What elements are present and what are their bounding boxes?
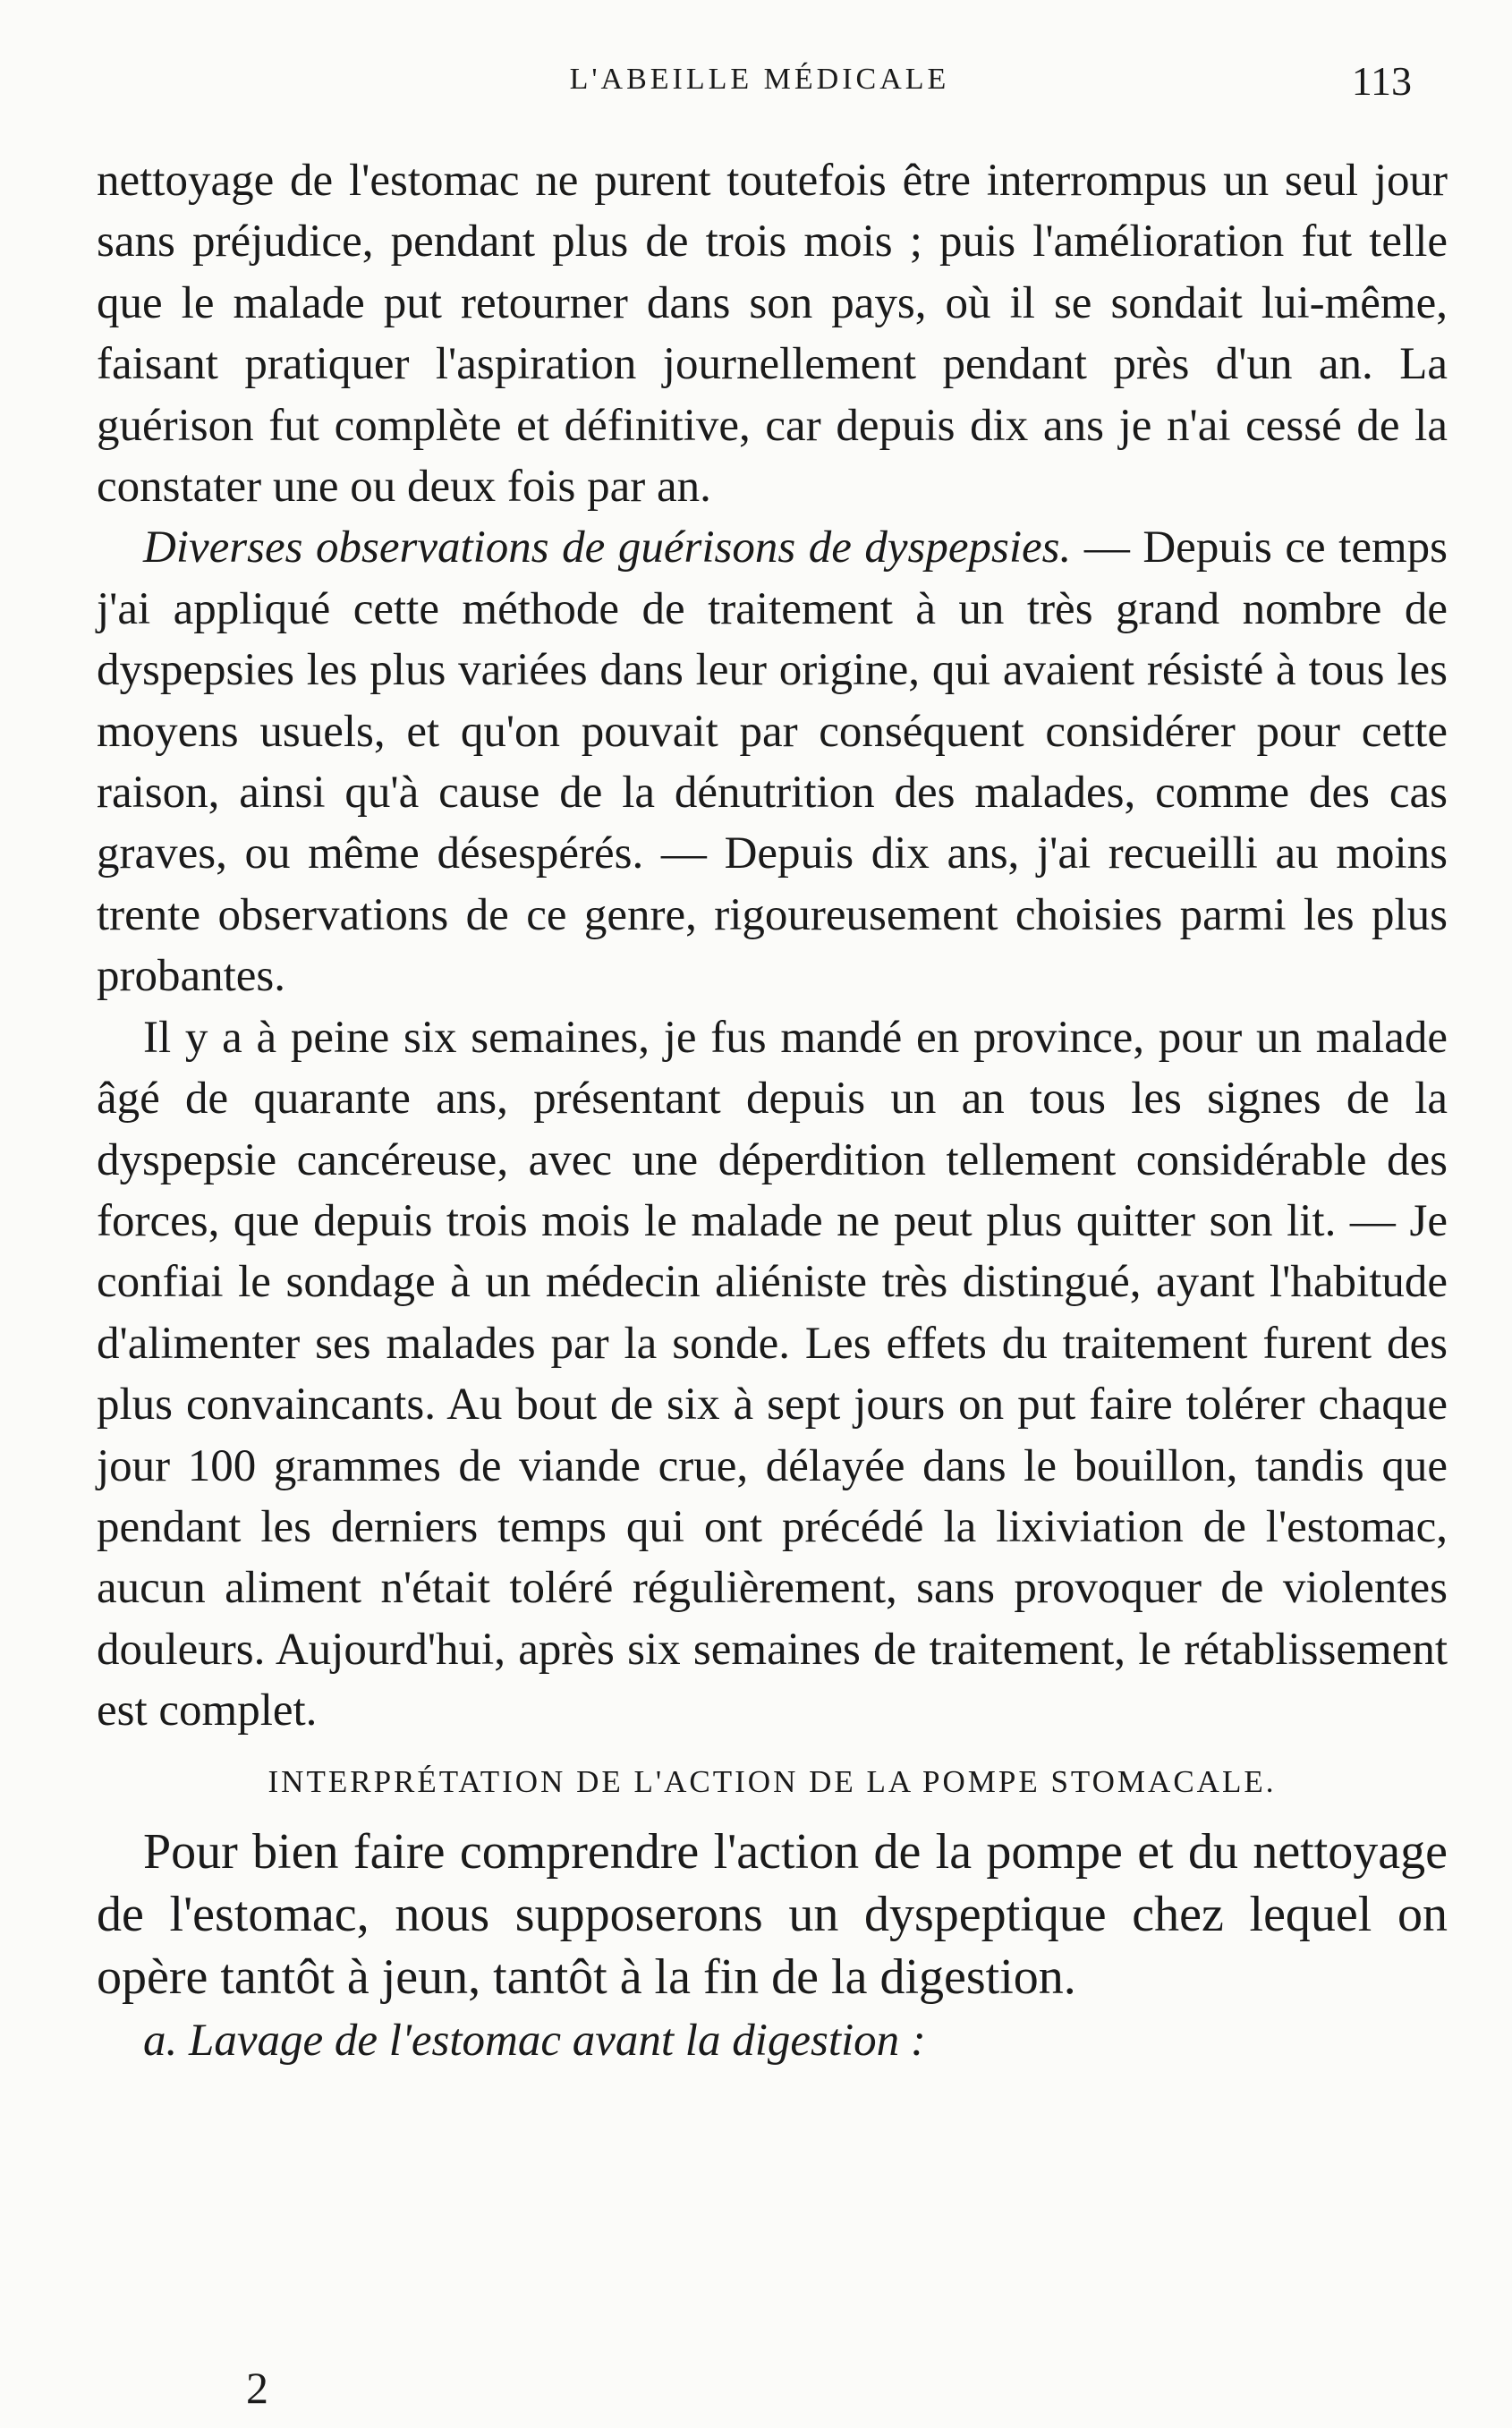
paragraph-interpretation: Pour bien faire comprendre l'action de la pompe et du nettoyage de l'estomac, nous supposerons un dyspeptique chez lequel on opère tantôt à jeun, tantôt à la fin de la digestion.	[97, 1823, 1448, 2005]
paragraph-continued: nettoyage de l'estomac ne purent toutefois être interrompus un seul jour sans préjudice, pendant plus de trois mois ; puis l'amélioration fut telle que le malade put retourner dans son pays, où il se sondait lui-même, faisant pratiquer l'aspiration journellement pendant près d'un an. La guérison fut complète et définitive, car depuis dix ans je n'ai cessé de la constater une ou deux fois par an.	[97, 156, 1448, 513]
paragraph-observations	[97, 517, 1448, 1006]
paragraph-lead-italic: Diverses observations de guérisons de dyspepsies.	[143, 522, 1072, 573]
section-heading: INTERPRÉTATION DE L'ACTION DE LA POMPE STOMACALE.	[268, 1763, 1277, 1799]
running-title: L'ABEILLE MÉDICALE	[569, 63, 950, 96]
signature-mark: 2	[246, 2363, 268, 2413]
paragraph-case-report: Il y a à peine six semaines, je fus mandé en province, pour un malade âgé de quarante ans, présentant depuis un an tous les signes de la dyspepsie cancéreuse, avec une déperdition tellement considérable des forces, que depuis trois mois le malade ne peut plus quitter son lit. — Je confiai le sondage à un médecin aliéniste très distingué, ayant l'habitude d'alimenter ses malades par la sonde. Les effets du traitement furent des plus convaincants. Au bout de six à sept jours on put faire tolérer chaque jour 100 grammes de viande crue, délayée dans le bouillon, tandis que pendant les derniers temps qui ont précédé la lixiviation de l'estomac, aucun aliment n'était toléré régulièrement, sans provoquer de violentes douleurs. Aujourd'hui, après six semaines de traitement, le rétablissement est complet.	[97, 1012, 1448, 1736]
page-header	[97, 58, 1423, 116]
sub-item-a: a. Lavage de l'estomac avant la digestion :	[143, 2015, 926, 2066]
paragraph-body: — Depuis ce temps j'ai appliqué cette méthode de traitement à un très grand nombre de dyspepsies les plus variées dans leur origine, qui avaient résisté à tous les moyens usuels, et qu'on pouvait par conséquent considérer pour cette raison, ainsi qu'à cause de la dénutrition des malades, comme des cas graves, ou même désespérés. — Depuis dix ans, j'ai recueilli au moins trente observations de ce genre, rigoureusement choisies parmi les plus probantes.	[97, 522, 1448, 1002]
body-text	[97, 150, 1448, 2069]
page-number: 113	[1351, 58, 1412, 104]
